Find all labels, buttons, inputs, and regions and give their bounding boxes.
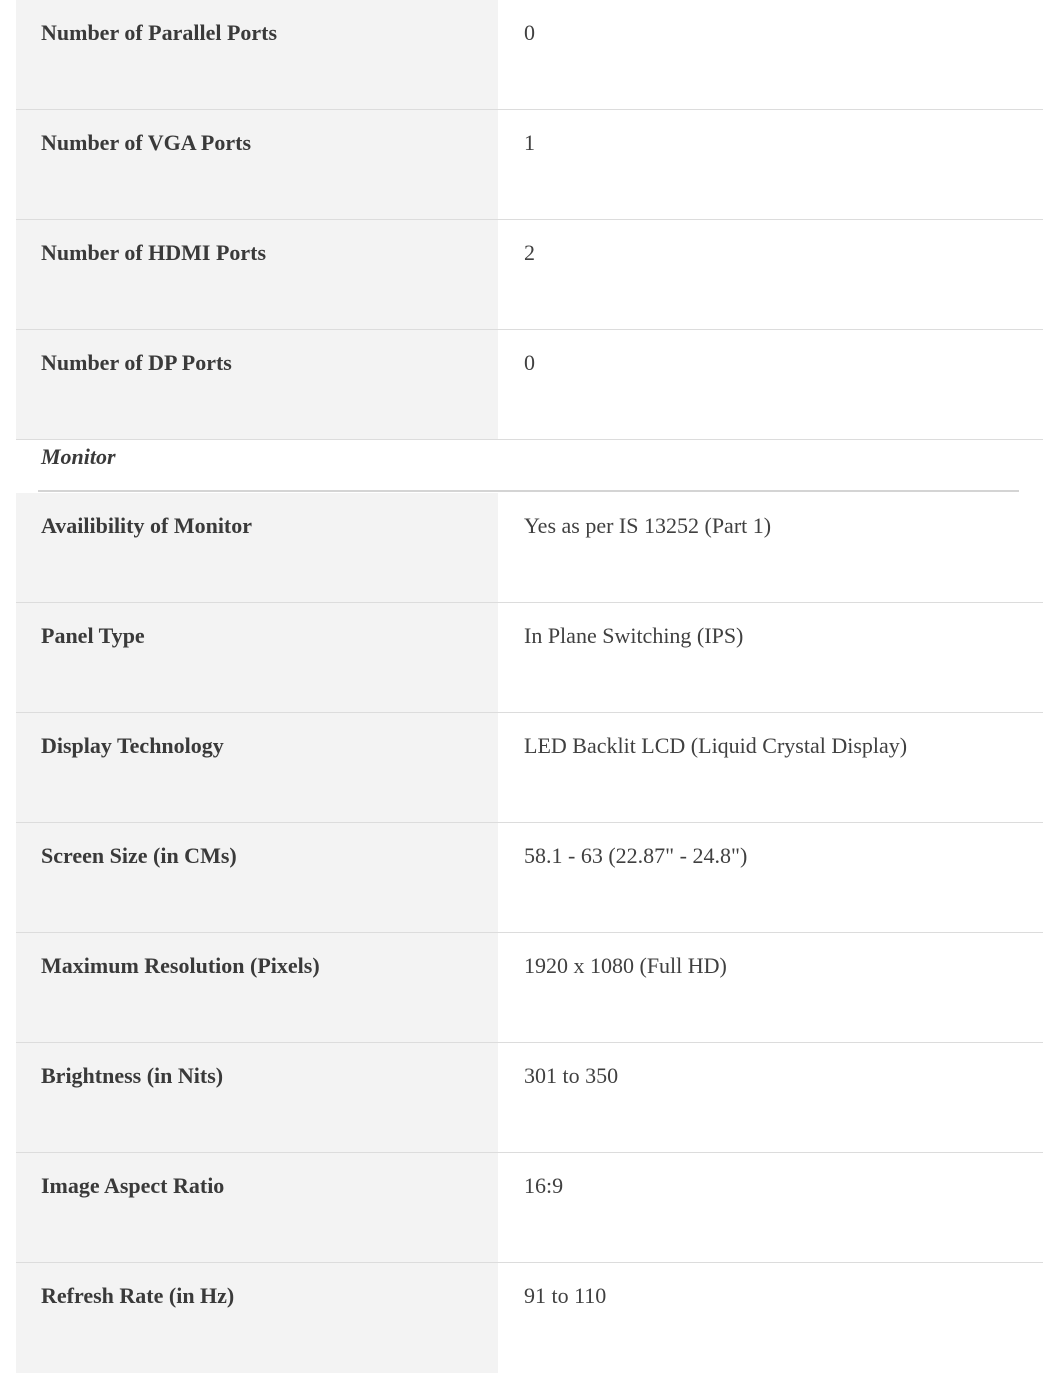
spec-label: Number of VGA Ports <box>16 110 498 219</box>
spec-label: Number of HDMI Ports <box>16 220 498 329</box>
spec-value: 1920 x 1080 (Full HD) <box>498 933 1043 1042</box>
spec-row-refresh-rate <box>16 1263 1043 1373</box>
spec-label: Display Technology <box>16 713 498 822</box>
spec-label: Brightness (in Nits) <box>16 1043 498 1152</box>
spec-row-brightness <box>16 1043 1043 1153</box>
specification-table <box>16 0 1043 1373</box>
spec-label: Screen Size (in CMs) <box>16 823 498 932</box>
spec-row-vga-ports <box>16 110 1043 220</box>
spec-value: 301 to 350 <box>498 1043 1043 1152</box>
spec-label: Refresh Rate (in Hz) <box>16 1263 498 1373</box>
spec-label: Number of DP Ports <box>16 330 498 439</box>
spec-row-parallel-ports <box>16 0 1043 110</box>
spec-value: 1 <box>498 110 1043 219</box>
spec-label: Image Aspect Ratio <box>16 1153 498 1262</box>
spec-row-panel-type <box>16 603 1043 713</box>
spec-value: 0 <box>498 0 1043 109</box>
spec-label: Number of Parallel Ports <box>16 0 498 109</box>
spec-value: LED Backlit LCD (Liquid Crystal Display) <box>498 713 1043 822</box>
spec-label: Maximum Resolution (Pixels) <box>16 933 498 1042</box>
spec-value: 16:9 <box>498 1153 1043 1262</box>
spec-row-screen-size <box>16 823 1043 933</box>
spec-value: 91 to 110 <box>498 1263 1043 1373</box>
spec-row-monitor-availability <box>16 493 1043 603</box>
spec-row-aspect-ratio <box>16 1153 1043 1263</box>
spec-value: 2 <box>498 220 1043 329</box>
spec-row-max-resolution <box>16 933 1043 1043</box>
section-divider <box>38 490 1019 492</box>
spec-value: Yes as per IS 13252 (Part 1) <box>498 493 1043 602</box>
spec-value: 0 <box>498 330 1043 439</box>
spec-label: Availibility of Monitor <box>16 493 498 602</box>
spec-label: Panel Type <box>16 603 498 712</box>
spec-value: In Plane Switching (IPS) <box>498 603 1043 712</box>
spec-row-hdmi-ports <box>16 220 1043 330</box>
section-title: Monitor <box>41 444 116 469</box>
spec-value: 58.1 - 63 (22.87" - 24.8") <box>498 823 1043 932</box>
section-header-monitor <box>16 440 1043 493</box>
spec-row-display-technology <box>16 713 1043 823</box>
spec-row-dp-ports <box>16 330 1043 440</box>
